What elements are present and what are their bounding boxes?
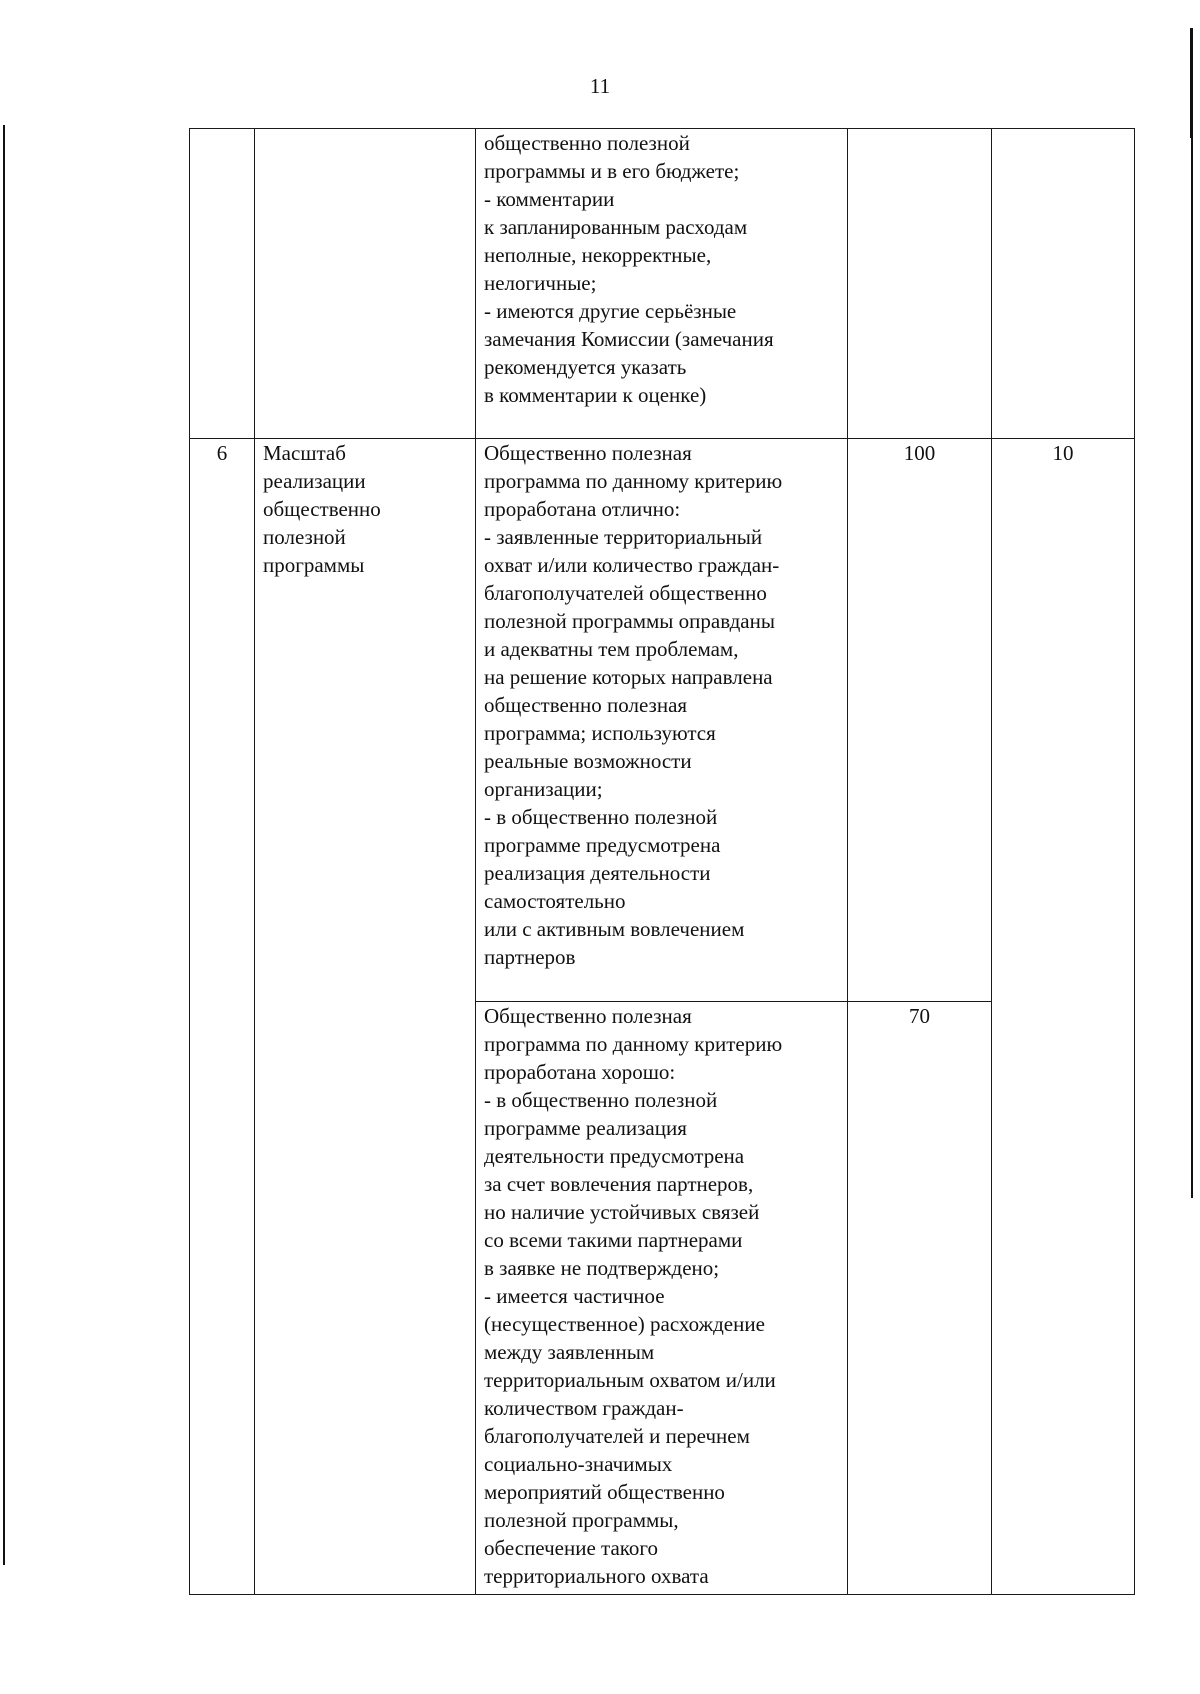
weight-cell	[992, 439, 1135, 1595]
score-cell	[848, 1002, 992, 1595]
level-description: общественно полезной программы и в его бюджете; - комментарии к запланированным расходам неполные, некорректные, нелогичные; - имеются другие серьёзные замечания Комиссии (замечания рекомендуется указать в комментарии к оценке)	[484, 131, 774, 407]
criterion-name: Масштаб реализации общественно полезной программы	[263, 441, 381, 577]
criterion-name-cell	[255, 439, 476, 1595]
criterion-number-cell	[190, 439, 255, 1595]
scan-edge-right-bottom	[1191, 138, 1193, 1198]
criterion-number-cell	[190, 129, 255, 439]
level-score: 100	[903, 441, 936, 465]
score-cell	[848, 439, 992, 1002]
table-row-continuation	[190, 129, 1135, 439]
level-description: Общественно полезная программа по данному критерию проработана отлично: - заявленные территориальный охват и/или количество граждан- благополучателей общественно полезной программы оправданы и адекватны тем проблемам, на решение которых направлена общественно полезная программа; используются реальные возможности организации; - в общественно полезной программе предусмотрена реализация деятельности самостоятельно или с активным вовлечением партнеров	[484, 441, 783, 969]
criterion-number: 6	[216, 441, 228, 465]
level-description: Общественно полезная программа по данному критерию проработана хорошо: - в общественно полезной программе реализация деятельности предусмотрена за счет вовлечения партнеров, но наличие устойчивых связей со всеми такими партнерами в заявке не подтверждено; - имеется частичное (несущественное) расхождение между заявленным территориальным охватом и/или количеством граждан- благополучателей и перечнем социально-значимых мероприятий общественно полезной программы, обеспечение такого территориального охвата	[484, 1004, 783, 1588]
criterion-weight: 10	[1052, 441, 1074, 465]
table-row-criterion-6-excellent	[190, 439, 1135, 1002]
level-description-cell	[476, 1002, 848, 1595]
score-cell	[848, 129, 992, 439]
level-score: 70	[909, 1004, 930, 1028]
scan-edge-left	[3, 125, 5, 1565]
level-description-cell	[476, 439, 848, 1002]
level-description-cell	[476, 129, 848, 439]
criterion-name-cell	[255, 129, 476, 439]
weight-cell	[992, 129, 1135, 439]
criteria-table	[189, 128, 1135, 1595]
page-number: 11	[589, 74, 611, 98]
